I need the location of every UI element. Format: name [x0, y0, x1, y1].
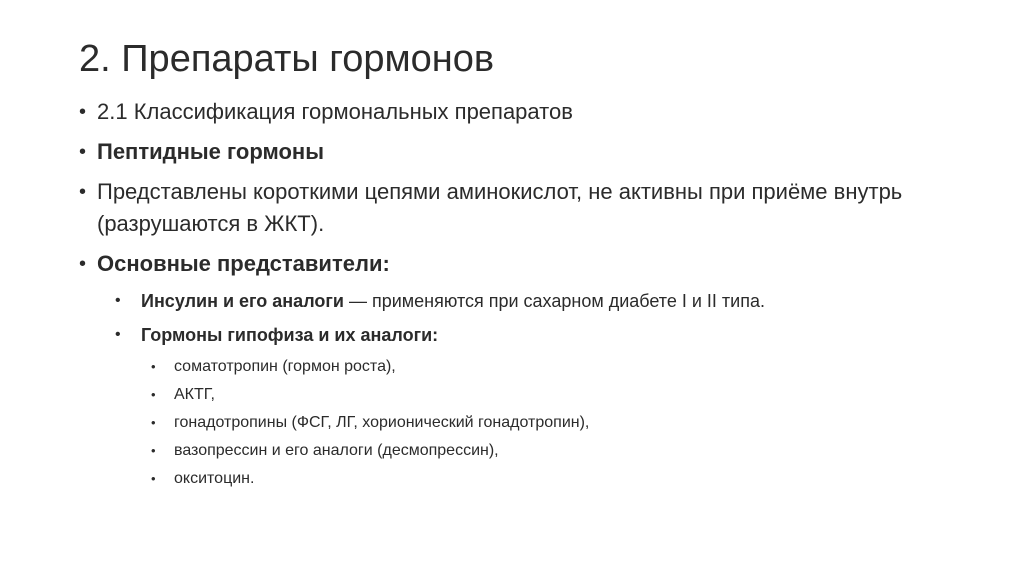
bullet-icon: • [151, 471, 156, 486]
bullet-icon: • [115, 292, 121, 309]
bullet-item-main-representatives [79, 248, 959, 280]
bullet-icon: • [151, 387, 156, 402]
bullet-icon: • [115, 326, 121, 343]
sub-sub-bullet-oxytocin [79, 468, 959, 490]
sub-sub-bullet-text: окситоцин. [174, 470, 255, 487]
bullet-icon: • [79, 253, 87, 275]
sub-sub-bullet-text: соматотропин (гормон роста), [174, 358, 396, 375]
sub-bullet-insulin [79, 288, 959, 314]
sub-sub-bullet-text: вазопрессин и его аналоги (десмопрессин), [174, 442, 499, 459]
bullet-text: 2.1 Классификация гормональных препаратов [97, 99, 573, 124]
bullet-text: Пептидные гормоны [97, 139, 324, 164]
bullet-item-description [79, 176, 959, 240]
slide-content [79, 96, 959, 496]
sub-sub-bullet-vasopressin [79, 440, 959, 462]
sub-sub-bullet-acth [79, 384, 959, 406]
bullet-item-peptide-hormones [79, 136, 959, 168]
bullet-icon: • [151, 359, 156, 374]
sub-bullet-pituitary-hormones [79, 322, 959, 348]
sub-bullet-strong-text: Гормоны гипофиза и их аналоги: [141, 325, 439, 345]
bullet-item-classification [79, 96, 959, 128]
sub-bullet-strong-text: Инсулин и его аналоги [141, 291, 344, 311]
bullet-icon: • [151, 443, 156, 458]
bullet-icon: • [151, 415, 156, 430]
slide-title: 2. Препараты гормонов [79, 38, 495, 80]
bullet-text: Основные представители: [97, 251, 390, 276]
sub-sub-bullet-gonadotropins [79, 412, 959, 434]
bullet-icon: • [79, 141, 87, 163]
bullet-icon: • [79, 181, 87, 203]
bullet-icon: • [79, 101, 87, 123]
sub-sub-bullet-text: гонадотропины (ФСГ, ЛГ, хорионический гонадотропин), [174, 414, 590, 431]
bullet-text: Представлены короткими цепями аминокислот, не активны при приёме внутрь (разрушаются в ЖКТ). [97, 179, 903, 236]
sub-sub-bullet-text: АКТГ, [174, 386, 215, 403]
sub-sub-bullet-somatotropin [79, 356, 959, 378]
sub-bullet-text: — применяются при сахарном диабете I и II типа. [343, 291, 765, 311]
